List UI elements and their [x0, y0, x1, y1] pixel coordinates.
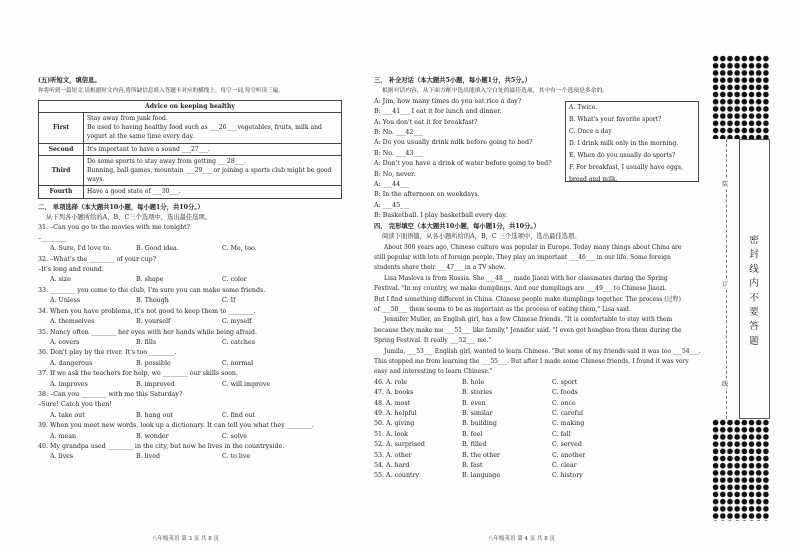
left-column — [38, 76, 346, 463]
option: B. filled — [462, 441, 487, 449]
question-options — [38, 338, 346, 348]
row-line: yogurt at the same time every day. — [87, 133, 195, 141]
dot-pattern-bottom — [712, 419, 770, 521]
dialog-line: A: ___45___ — [374, 201, 410, 209]
box-option: F. For breakfast, I usually have eggs, — [569, 164, 683, 171]
option: A. Unless — [50, 297, 81, 305]
row-key: Second — [39, 143, 84, 155]
option: A. improves — [50, 380, 88, 388]
option: 49. A. helpful — [374, 410, 417, 417]
option: 50. A. giving — [374, 420, 415, 428]
passage-line: easy and interesting to learn Chinese." — [374, 368, 493, 376]
option: B. Though — [136, 297, 169, 305]
option: C. fall — [552, 430, 571, 438]
seal-sidebar — [712, 55, 770, 521]
cloze-row — [374, 440, 704, 450]
option: B. Good idea. — [136, 245, 179, 253]
dialog-line: A: Do you usually drink milk before going to bed? — [374, 139, 533, 147]
row-key: First — [39, 113, 84, 144]
row-line: Stay away from junk food. — [87, 115, 168, 123]
option: C. If — [222, 297, 236, 305]
option: B. shape — [136, 276, 164, 284]
option: A. mean — [50, 432, 77, 440]
page-footer-right: 八年级英语 第 4 页 共 8 页 — [488, 536, 555, 542]
option: B. even — [462, 399, 486, 407]
seal-area — [712, 139, 770, 419]
seal-text: 密封线内不要答题 — [749, 235, 759, 347]
advice-table-header: Advice on keeping healthy — [39, 100, 342, 112]
table-row — [39, 186, 342, 198]
option: B. fills — [136, 338, 157, 346]
option: B. feel — [462, 430, 483, 438]
passage-line: Jumila, ___53___ English girl, wanted to learn Chinese. "But some of my friends said it was too ___54___. — [384, 347, 701, 355]
cloze-row — [374, 461, 704, 471]
option: C. Me, too. — [222, 245, 257, 253]
section3-instructions: 根据对话内容，从下面方框中选出能填入空白处的最佳选项，其中有一个选项是多余的。 — [382, 88, 609, 95]
section2-instructions: 从下列各小题所给的A、B、C三个选项中，选出最佳选项。 — [46, 214, 212, 222]
question-text: 33. ________ you come to the club, I'm sure you can make some friends. — [38, 286, 266, 294]
row-key: Third — [39, 155, 84, 186]
box-option: D. I drink milk only in the morning. — [569, 140, 679, 147]
option: C. clear — [552, 462, 577, 470]
row-line: It's important to have a sound ___27___. — [87, 145, 210, 153]
dialog-options-box — [565, 101, 699, 182]
question-text: –Sure! Catch you then! — [38, 401, 112, 409]
option: B. stories — [462, 389, 493, 397]
option: 48. A. most — [374, 399, 411, 407]
dialog-line: B: Basketball. I play basketball every day. — [374, 212, 508, 220]
passage-line: This stopped me from learning the ___55___. But after I made some Chinese friends, I found it was very — [374, 357, 689, 365]
option: B. wonder — [136, 432, 169, 440]
table-row — [39, 143, 342, 155]
option: C. sport — [552, 378, 578, 386]
option: A. take out — [50, 411, 85, 419]
option: C. normal — [222, 359, 254, 367]
option: 46. A. role — [374, 378, 408, 386]
question-text: 37. If we ask the teachers for help, we ________ our skills soon. — [38, 370, 238, 378]
box-option: A. Twice. — [569, 104, 598, 111]
option: C. careful — [552, 410, 584, 417]
cloze-row — [374, 430, 704, 440]
row-line: Have a good state of ___30___. — [87, 188, 181, 196]
option: 55. A. country — [374, 472, 420, 480]
dialog-line: B: No, never. — [374, 170, 416, 178]
option: B. building — [462, 420, 497, 428]
option: C. myself — [222, 318, 252, 326]
option: 52. A. surprised — [374, 441, 425, 449]
row-key: Fourth — [39, 186, 84, 198]
question-options — [38, 275, 346, 285]
seal-mark: 装 — [722, 181, 729, 188]
section4-instructions: 阅读下面语篇，从各小题所给的A，B，C 三个选项中，选出最佳选项。 — [382, 233, 581, 241]
option: C. once — [552, 399, 576, 407]
box-option: bread and milk. — [569, 176, 618, 183]
box-option: E. When do you usually do sports? — [569, 152, 676, 159]
question-text: 39. When you meet new words, look up a dictionary. It can tell you what they ________. — [38, 422, 314, 430]
option: B. improved — [136, 380, 175, 388]
option: 51. A. look — [374, 430, 408, 438]
dialog-line: B: No. ___43___ — [374, 149, 423, 157]
option: C. catches — [222, 338, 255, 346]
question-options — [38, 296, 346, 306]
passage-line: Lisa Maslova is from Russia. She ___48___ made Jiaozi with her classmates during the Spring — [384, 274, 668, 282]
option: A. size — [50, 276, 71, 284]
advice-table — [38, 100, 342, 199]
question-options — [38, 317, 346, 327]
option: C. solve — [222, 432, 247, 440]
section2-title: 二、 单项选择（本大题共10小题，每小题1分，共10分。） — [38, 203, 204, 211]
option: B. hang out — [136, 411, 173, 419]
dot-pattern-top — [712, 55, 770, 139]
passage-line: Festival. "In my country, we make dumplings. And our dumplings are ___49___ to Chinese Jiaozi. — [374, 285, 667, 293]
section5-instructions: 你将听到一篇短文,请根据短文内容,将所缺信息填入答题卡对应的横线上，每空一词,每空听读三遍。 — [38, 88, 284, 95]
option: A. themselves — [50, 318, 95, 326]
row-line: Running, ball games, mountain ___29___ or joining a sports club might be good — [87, 167, 332, 175]
dialog-line: B: In the afternoon on weekdays. — [374, 191, 480, 199]
question-list — [38, 223, 346, 462]
option: B. hole — [462, 378, 485, 386]
question-text: –________ — [38, 234, 67, 242]
cloze-passage — [374, 243, 704, 378]
option: C. will improve — [222, 380, 271, 388]
option: B. possible — [136, 359, 171, 367]
option: C. another — [552, 451, 586, 459]
passage-line: But I find something different in China. Chinese people make dumplings together. The process (过程) — [374, 295, 681, 303]
question-text: 35. Nancy often ________ her eyes with her hands while being afraid. — [38, 328, 257, 336]
passage-line: because they make me ___51___ like family," Jennifer said. "I even got hongbao from them during the — [374, 326, 682, 334]
dialog-line: B: No. ___42___ — [374, 129, 423, 137]
question-text: 34. When you have problems, it's not good to keep them to ________. — [38, 307, 256, 315]
option: A. covers — [50, 338, 80, 346]
option: 47. A. books — [374, 389, 414, 397]
table-row — [39, 113, 342, 144]
option: C. to live — [222, 453, 251, 461]
option: C. served — [552, 441, 582, 449]
seal-mark: 订 — [722, 281, 729, 288]
option: B. fast — [462, 462, 483, 470]
question-options — [38, 432, 346, 442]
page-footer-left: 八年级英语 第 3 页 共 8 页 — [152, 536, 219, 542]
question-options — [38, 452, 346, 462]
section3-title: 三、 补全对话（本大题共5小题，每小题1分，共5分。） — [374, 77, 532, 84]
option: C. history — [552, 472, 583, 480]
option: C. find out — [222, 411, 256, 419]
option: C. color — [222, 276, 247, 284]
passage-line: About 300 years ago, Chinese culture was popular in Europe. Today many things about China are — [384, 243, 682, 251]
question-text: 36. Don't play by the river. It's too ________. — [38, 349, 177, 357]
question-text: 32. –What's the ________ of your cup? — [38, 255, 156, 263]
cloze-row — [374, 378, 704, 388]
option: C. making — [552, 420, 585, 428]
option: A. lives — [50, 453, 74, 461]
question-options — [38, 359, 346, 369]
box-option: C. Once a day — [569, 128, 612, 135]
dialog-line: A: Don't you have a drink of water before going to bed? — [374, 160, 552, 168]
dialog-line: A: Jim, how many times do you eat rice a day? — [374, 97, 522, 105]
table-row — [39, 155, 342, 186]
row-line: ways. — [87, 176, 105, 184]
passage-line: students share their ___47___ in a TV show. — [374, 264, 506, 272]
option: A. dangerous — [50, 359, 93, 367]
question-text: –It's long and round. — [38, 266, 104, 274]
question-options — [38, 380, 346, 390]
row-line: Be used to having healthy food such as ___26___ vegetables, fruits, milk and — [87, 124, 322, 132]
option: C. foods — [552, 389, 578, 397]
question-text: 40. My grandpa used ________ in the city, but now he lives in the countryside. — [38, 442, 285, 450]
cloze-row — [374, 399, 704, 409]
question-options — [38, 411, 346, 421]
cloze-options — [374, 378, 704, 482]
question-text: 31. –Can you go to the movies with me tonight? — [38, 224, 191, 232]
section5-title: (五)听短文，填信息。 — [38, 77, 101, 84]
option: A. Sure, I'd love to. — [50, 245, 112, 253]
dialog-line: A: You don't eat it for breakfast? — [374, 118, 478, 126]
passage-line: still popular with lots of foreign people. They play an important ___46___ in our life. Some foreign — [374, 253, 671, 261]
option: B. language — [462, 472, 501, 480]
dialog-line: A: ___44___ — [374, 181, 410, 189]
dialog-line: B: ___41___ I eat it for lunch and dinner. — [374, 108, 502, 116]
option: B. the other — [462, 451, 501, 459]
section4-title: 四、 完形填空（本大题共10小题，每小题1分，共10分。） — [374, 222, 540, 230]
option: B. lived — [136, 453, 160, 461]
passage-line: Jennifer Muller, an English girl, has a few Chinese friends. "It is comfortable to stay with them — [384, 316, 673, 324]
row-line: Do some sports to stay away from getting ___28___. — [87, 157, 246, 165]
cloze-row — [374, 409, 704, 419]
question-text: 38. –Can you ________ with me this Saturday? — [38, 390, 183, 398]
option: 53. A. other — [374, 451, 412, 459]
passage-line: of ___50___ them seems to be as important as the process of eating them," Lisa said. — [374, 305, 631, 313]
cloze-row — [374, 451, 704, 461]
seal-mark: 线 — [722, 381, 729, 388]
question-options — [38, 244, 346, 254]
passage-line: Spring Festival. It really ___52___ me." — [374, 337, 492, 345]
cloze-row — [374, 419, 704, 429]
cloze-row — [374, 471, 704, 481]
option: 54. A. hard — [374, 462, 410, 470]
cloze-row — [374, 388, 704, 398]
option: B. yourself — [136, 318, 171, 326]
option: B. similar — [462, 410, 493, 417]
box-option: B. What's your favorite sport? — [569, 116, 662, 123]
